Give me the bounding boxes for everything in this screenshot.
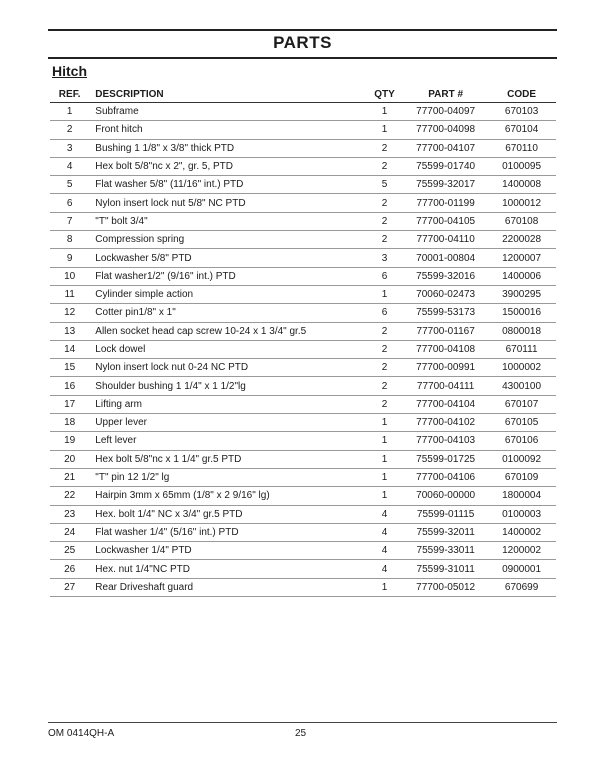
cell-ref: 19 [50, 432, 89, 450]
table-row [50, 450, 556, 468]
cell-part: 77700-04111 [404, 377, 487, 395]
cell-code: 3900295 [487, 285, 556, 303]
cell-part: 75599-01115 [404, 505, 487, 523]
cell-qty: 1 [365, 285, 404, 303]
cell-part: 77700-04108 [404, 340, 487, 358]
cell-part: 77700-04103 [404, 432, 487, 450]
table-row [50, 542, 556, 560]
cell-description: Left lever [89, 432, 365, 450]
table-row [50, 121, 556, 139]
cell-code: 1400008 [487, 176, 556, 194]
cell-code: 670108 [487, 212, 556, 230]
cell-ref: 5 [50, 176, 89, 194]
cell-description: Hex. nut 1/4"NC PTD [89, 560, 365, 578]
table-row [50, 560, 556, 578]
cell-qty: 4 [365, 523, 404, 541]
table-row [50, 340, 556, 358]
cell-ref: 4 [50, 157, 89, 175]
cell-description: Lockwasher 5/8" PTD [89, 249, 365, 267]
cell-description: Hex. bolt 1/4" NC x 3/4" gr.5 PTD [89, 505, 365, 523]
cell-ref: 8 [50, 231, 89, 249]
cell-ref: 2 [50, 121, 89, 139]
cell-description: Hex bolt 5/8"nc x 2", gr. 5, PTD [89, 157, 365, 175]
cell-description: Upper lever [89, 414, 365, 432]
table-row [50, 157, 556, 175]
cell-part: 70060-02473 [404, 285, 487, 303]
cell-description: Bushing 1 1/8" x 3/8" thick PTD [89, 139, 365, 157]
cell-description: Hex bolt 5/8"nc x 1 1/4" gr.5 PTD [89, 450, 365, 468]
cell-ref: 16 [50, 377, 89, 395]
cell-code: 1000002 [487, 359, 556, 377]
cell-part: 70001-00804 [404, 249, 487, 267]
table-row [50, 468, 556, 486]
table-row [50, 139, 556, 157]
cell-description: Allen socket head cap screw 10-24 x 1 3/4" gr.5 [89, 322, 365, 340]
table-row [50, 359, 556, 377]
title-rule [48, 57, 557, 59]
top-rule [48, 29, 557, 31]
cell-qty: 1 [365, 578, 404, 596]
cell-code: 670105 [487, 414, 556, 432]
cell-part: 77700-04105 [404, 212, 487, 230]
cell-qty: 2 [365, 157, 404, 175]
cell-part: 70060-00000 [404, 487, 487, 505]
header-description: DESCRIPTION [89, 82, 365, 103]
cell-description: Cylinder simple action [89, 285, 365, 303]
cell-code: 670106 [487, 432, 556, 450]
cell-qty: 1 [365, 487, 404, 505]
cell-description: Shoulder bushing 1 1/4" x 1 1/2"lg [89, 377, 365, 395]
cell-code: 4300100 [487, 377, 556, 395]
cell-part: 77700-00991 [404, 359, 487, 377]
cell-ref: 18 [50, 414, 89, 432]
cell-qty: 1 [365, 414, 404, 432]
cell-code: 0800018 [487, 322, 556, 340]
cell-description: Nylon insert lock nut 5/8" NC PTD [89, 194, 365, 212]
cell-ref: 11 [50, 285, 89, 303]
cell-qty: 1 [365, 103, 404, 121]
cell-part: 75599-32011 [404, 523, 487, 541]
table-row [50, 414, 556, 432]
cell-ref: 1 [50, 103, 89, 121]
table-row [50, 432, 556, 450]
section-title: Hitch [52, 63, 87, 79]
cell-part: 75599-53173 [404, 304, 487, 322]
cell-description: Flat washer 5/8" (11/16" int.) PTD [89, 176, 365, 194]
cell-description: Compression spring [89, 231, 365, 249]
cell-code: 1400002 [487, 523, 556, 541]
table-row [50, 249, 556, 267]
cell-part: 77700-04106 [404, 468, 487, 486]
cell-qty: 1 [365, 468, 404, 486]
parts-table-body [50, 103, 556, 597]
cell-code: 0900001 [487, 560, 556, 578]
cell-description: Front hitch [89, 121, 365, 139]
cell-qty: 6 [365, 267, 404, 285]
page-number: 25 [295, 728, 307, 739]
cell-code: 0100092 [487, 450, 556, 468]
cell-code: 670107 [487, 395, 556, 413]
cell-ref: 14 [50, 340, 89, 358]
parts-table [50, 82, 556, 597]
cell-description: Subframe [89, 103, 365, 121]
cell-ref: 7 [50, 212, 89, 230]
cell-code: 1200007 [487, 249, 556, 267]
cell-description: "T" pin 12 1/2" lg [89, 468, 365, 486]
cell-ref: 15 [50, 359, 89, 377]
cell-description: Nylon insert lock nut 0-24 NC PTD [89, 359, 365, 377]
footer-rule [48, 722, 557, 723]
cell-qty: 1 [365, 121, 404, 139]
cell-qty: 2 [365, 340, 404, 358]
table-row [50, 304, 556, 322]
cell-ref: 21 [50, 468, 89, 486]
cell-code: 1000012 [487, 194, 556, 212]
table-header-row [50, 82, 556, 103]
table-row [50, 212, 556, 230]
cell-description: Lockwasher 1/4" PTD [89, 542, 365, 560]
header-qty: QTY [365, 82, 404, 103]
header-part: PART # [404, 82, 487, 103]
cell-code: 670110 [487, 139, 556, 157]
cell-part: 77700-04107 [404, 139, 487, 157]
cell-code: 0100003 [487, 505, 556, 523]
cell-qty: 4 [365, 505, 404, 523]
cell-part: 75599-32016 [404, 267, 487, 285]
cell-part: 77700-04102 [404, 414, 487, 432]
cell-qty: 4 [365, 542, 404, 560]
cell-code: 670109 [487, 468, 556, 486]
cell-ref: 22 [50, 487, 89, 505]
cell-description: Flat washer 1/4" (5/16" int.) PTD [89, 523, 365, 541]
cell-qty: 4 [365, 560, 404, 578]
cell-description: Rear Driveshaft guard [89, 578, 365, 596]
cell-part: 77700-04098 [404, 121, 487, 139]
cell-ref: 13 [50, 322, 89, 340]
cell-code: 2200028 [487, 231, 556, 249]
cell-description: Cotter pin1/8" x 1" [89, 304, 365, 322]
cell-qty: 2 [365, 322, 404, 340]
table-row [50, 395, 556, 413]
cell-ref: 26 [50, 560, 89, 578]
cell-qty: 1 [365, 432, 404, 450]
cell-description: Flat washer1/2" (9/16" int.) PTD [89, 267, 365, 285]
cell-part: 77700-04104 [404, 395, 487, 413]
table-row [50, 176, 556, 194]
page-title: PARTS [273, 33, 332, 52]
cell-code: 670111 [487, 340, 556, 358]
cell-ref: 23 [50, 505, 89, 523]
cell-part: 75599-33011 [404, 542, 487, 560]
cell-code: 670104 [487, 121, 556, 139]
cell-qty: 3 [365, 249, 404, 267]
table-row [50, 322, 556, 340]
cell-code: 1400006 [487, 267, 556, 285]
cell-qty: 2 [365, 139, 404, 157]
table-row [50, 505, 556, 523]
cell-part: 75599-32017 [404, 176, 487, 194]
cell-qty: 2 [365, 395, 404, 413]
cell-ref: 9 [50, 249, 89, 267]
cell-part: 75599-31011 [404, 560, 487, 578]
cell-qty: 2 [365, 377, 404, 395]
cell-code: 1500016 [487, 304, 556, 322]
cell-part: 77700-04110 [404, 231, 487, 249]
table-row [50, 523, 556, 541]
cell-description: Hairpin 3mm x 65mm (1/8" x 2 9/16" lg) [89, 487, 365, 505]
cell-ref: 17 [50, 395, 89, 413]
cell-description: "T" bolt 3/4" [89, 212, 365, 230]
cell-code: 1800004 [487, 487, 556, 505]
table-row [50, 231, 556, 249]
cell-part: 75599-01725 [404, 450, 487, 468]
cell-ref: 27 [50, 578, 89, 596]
cell-part: 75599-01740 [404, 157, 487, 175]
table-row [50, 487, 556, 505]
cell-code: 670103 [487, 103, 556, 121]
cell-qty: 2 [365, 194, 404, 212]
cell-qty: 1 [365, 450, 404, 468]
cell-ref: 6 [50, 194, 89, 212]
table-row [50, 377, 556, 395]
table-row [50, 103, 556, 121]
cell-ref: 12 [50, 304, 89, 322]
cell-description: Lifting arm [89, 395, 365, 413]
table-row [50, 267, 556, 285]
cell-code: 1200002 [487, 542, 556, 560]
footer-doc-code: OM 0414QH-A [48, 728, 115, 739]
cell-ref: 24 [50, 523, 89, 541]
cell-ref: 3 [50, 139, 89, 157]
cell-qty: 6 [365, 304, 404, 322]
cell-ref: 25 [50, 542, 89, 560]
header-code: CODE [487, 82, 556, 103]
cell-part: 77700-05012 [404, 578, 487, 596]
cell-qty: 2 [365, 359, 404, 377]
cell-code: 0100095 [487, 157, 556, 175]
table-row [50, 194, 556, 212]
cell-ref: 20 [50, 450, 89, 468]
header-ref: REF. [50, 82, 89, 103]
table-row [50, 578, 556, 596]
cell-part: 77700-01199 [404, 194, 487, 212]
cell-description: Lock dowel [89, 340, 365, 358]
cell-qty: 2 [365, 231, 404, 249]
cell-qty: 5 [365, 176, 404, 194]
cell-code: 670699 [487, 578, 556, 596]
table-row [50, 285, 556, 303]
cell-qty: 2 [365, 212, 404, 230]
cell-ref: 10 [50, 267, 89, 285]
cell-part: 77700-01167 [404, 322, 487, 340]
cell-part: 77700-04097 [404, 103, 487, 121]
